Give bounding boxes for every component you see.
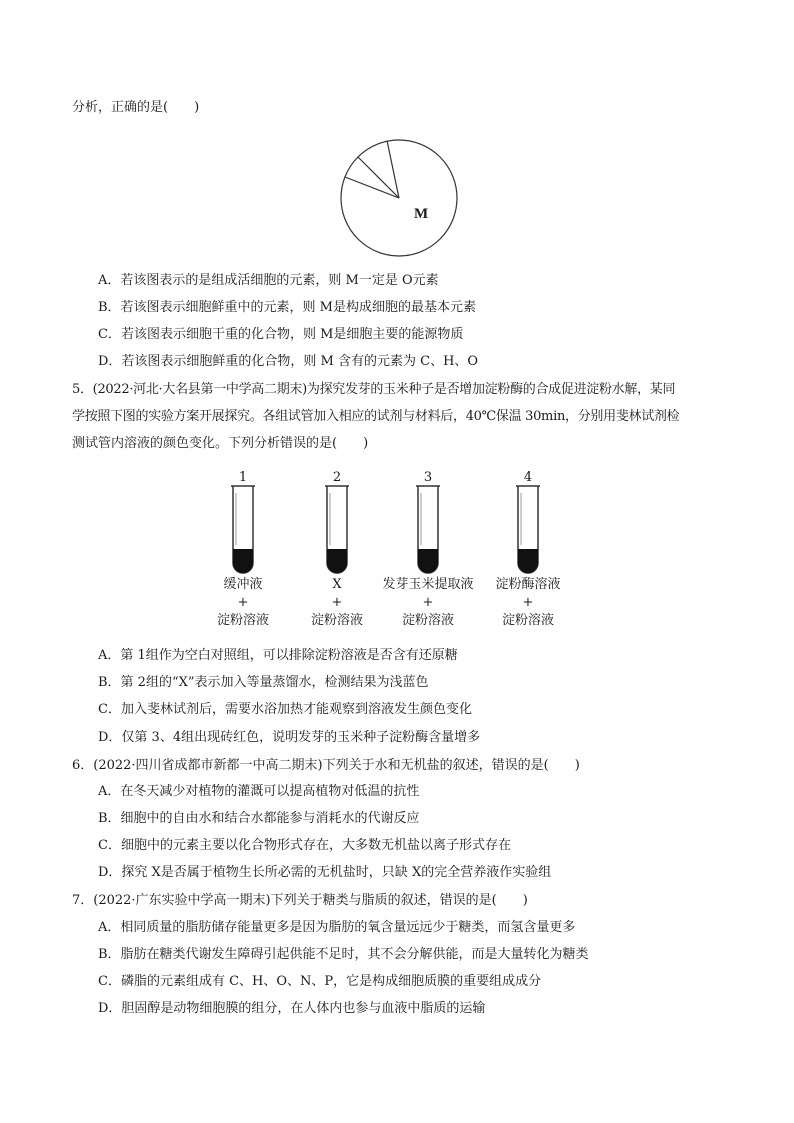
tube-2-number: 2 <box>332 470 342 485</box>
question-4-stem: 分析，正确的是( ) <box>72 100 200 115</box>
question-7-stem: 7．(2022·广东实验中学高一期末)下列关于糖类与脂质的叙述，错误的是( ) <box>72 893 528 908</box>
test-tube-1 <box>230 485 256 577</box>
tube-4-number: 4 <box>523 470 533 485</box>
q4-option-c: C．若该图表示细胞干重的化合物，则 M是细胞主要的能源物质 <box>98 327 464 342</box>
tube-3-reagent: 发芽玉米提取液 <box>382 577 474 592</box>
tube-4-substrate: 淀粉溶液 <box>501 613 554 628</box>
q6-option-d: D．探究 X是否属于植物生长所必需的无机盐时，只缺 X的完全营养液作实验组 <box>98 865 552 880</box>
tube-4-plus: + <box>522 595 534 610</box>
tube-2-substrate: 淀粉溶液 <box>310 613 363 628</box>
tube-1-plus: + <box>237 595 249 610</box>
tube-3-plus: + <box>422 595 434 610</box>
tube-2-reagent: X <box>332 577 342 592</box>
question-5-stem-line-3: 测试管内溶液的颜色变化。下列分析错误的是( ) <box>72 436 369 451</box>
tube-2-plus: + <box>331 595 343 610</box>
q4-option-a: A．若该图表示的是组成活细胞的元素，则 M一定是 O元素 <box>98 273 439 288</box>
test-tube-2 <box>324 485 350 577</box>
q6-option-c: C．细胞中的元素主要以化合物形式存在，大多数无机盐以离子形式存在 <box>98 838 511 853</box>
q5-option-b: B．第 2组的“X”表示加入等量蒸馏水，检测结果为浅蓝色 <box>98 675 429 690</box>
tube-1-number: 1 <box>238 470 248 485</box>
q5-option-a: A．第 1组作为空白对照组，可以排除淀粉溶液是否含有还原糖 <box>98 648 458 663</box>
tube-1-substrate: 淀粉溶液 <box>216 613 269 628</box>
q5-option-d: D．仅第 3、4组出现砖红色，说明发芽的玉米种子淀粉酶含量增多 <box>98 730 481 745</box>
q7-option-d: D．胆固醇是动物细胞膜的组分，在人体内也参与血液中脂质的运输 <box>98 1001 486 1016</box>
q6-option-a: A．在冬天减少对植物的灌溉可以提高植物对低温的抗性 <box>98 784 420 799</box>
test-tube-3 <box>415 485 441 577</box>
q7-option-c: C．磷脂的元素组成有 C、H、O、N、P，它是构成细胞质膜的重要组成成分 <box>98 974 542 989</box>
pie-chart-figure <box>336 135 462 261</box>
question-5-stem-line-2: 学按照下图的实验方案开展探究。各组试管加入相应的试剂与材料后，40℃保温 30min，分别用斐林试剂检 <box>72 409 680 424</box>
question-5-stem-line-1: 5．(2022·河北·大名县第一中学高二期末)为探究发芽的玉米种子是否增加淀粉酶的合成促进淀粉水解，某同 <box>72 382 676 397</box>
tube-4-reagent: 淀粉酶溶液 <box>495 577 561 592</box>
test-tube-4 <box>515 485 541 577</box>
tube-3-number: 3 <box>423 470 433 485</box>
q4-option-b: B．若该图表示细胞鲜重中的元素，则 M是构成细胞的最基本元素 <box>98 300 476 315</box>
q6-option-b: B．细胞中的自由水和结合水都能参与消耗水的代谢反应 <box>98 811 420 826</box>
question-6-stem: 6．(2022·四川省成都市新都一中高二期末)下列关于水和无机盐的叙述，错误的是( ) <box>72 758 580 773</box>
tube-1-reagent: 缓冲液 <box>223 577 263 592</box>
tube-3-substrate: 淀粉溶液 <box>401 613 454 628</box>
q4-option-d: D．若该图表示细胞鲜重的化合物，则 M 含有的元素为 C、H、O <box>98 354 479 369</box>
q7-option-a: A．相同质量的脂肪储存能量更多是因为脂肪的氧含量远远少于糖类，而氢含量更多 <box>98 920 576 935</box>
pie-label-m: M <box>414 206 429 222</box>
q7-option-b: B．脂肪在糖类代谢发生障碍引起供能不足时，其不会分解供能，而是大量转化为糖类 <box>98 947 589 962</box>
q5-option-c: C．加入斐林试剂后，需要水浴加热才能观察到溶液发生颜色变化 <box>98 702 472 717</box>
